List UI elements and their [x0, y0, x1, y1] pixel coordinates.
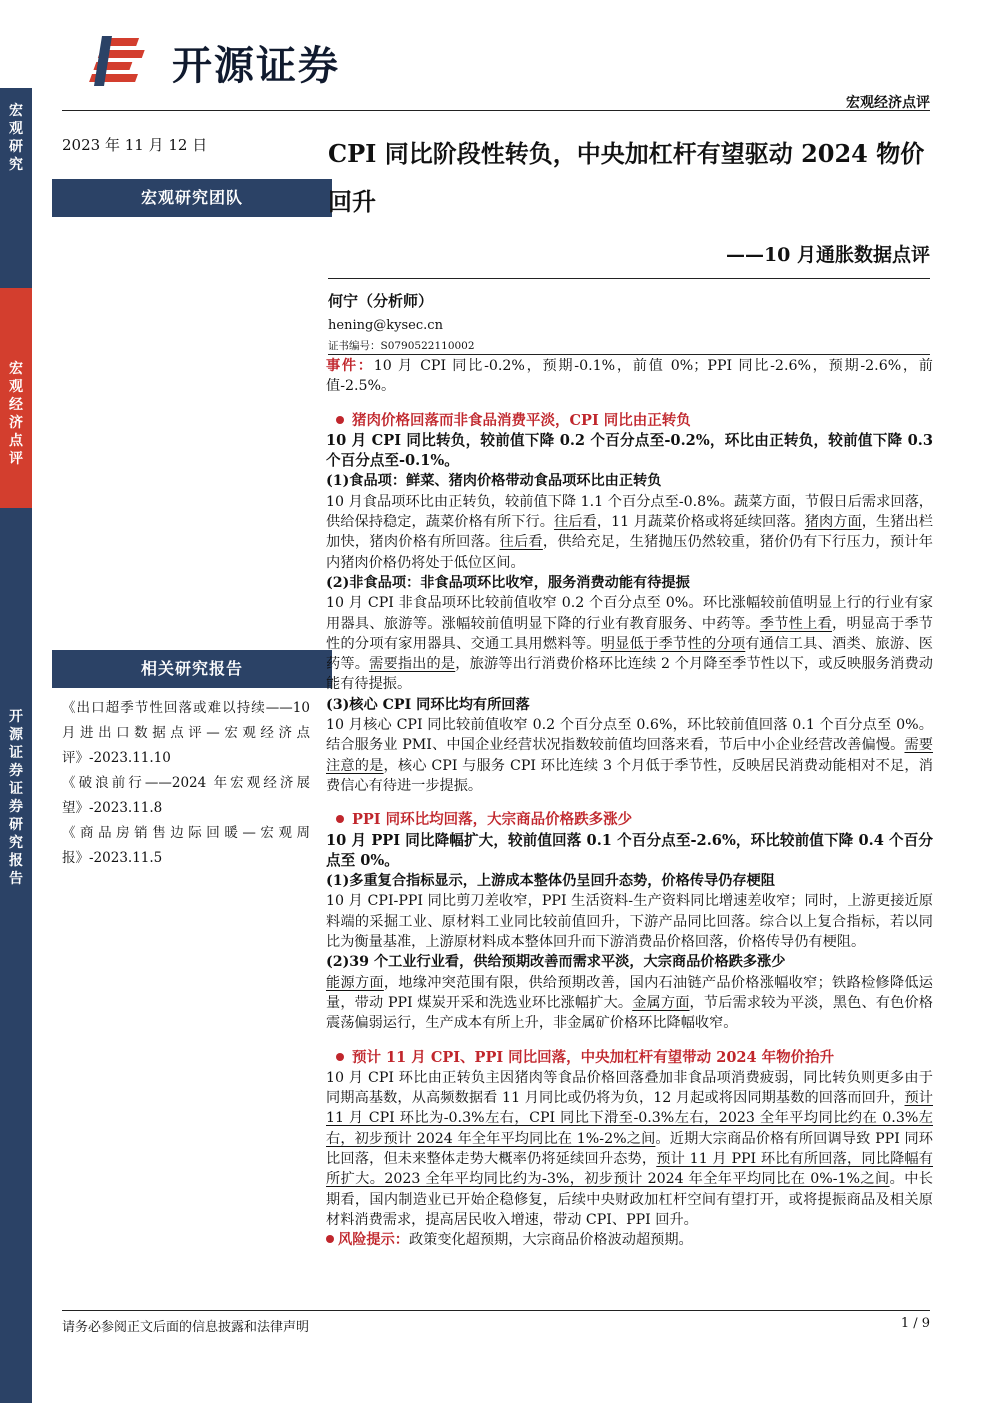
strip-char: 证: [9, 781, 23, 797]
header-divider: [62, 110, 930, 111]
heading-text: 猪肉价格回落而非食品消费平淡，CPI 同比由正转负: [352, 411, 691, 429]
event-text: 10 月 CPI 同比-0.2%，预期-0.1%，前值 0%；PPI 同比-2.6%，预期-2.6%，前值-2.5%。: [326, 358, 933, 395]
strip-char: 研: [9, 817, 23, 833]
strip-char: 观: [9, 379, 23, 395]
strip-char: 证: [9, 745, 23, 761]
section-heading-cpi: [326, 411, 933, 431]
event-paragraph: [326, 356, 933, 397]
strip-char: 券: [9, 799, 23, 815]
risk-text: 政策变化超预期，大宗商品价格波动超预期。: [408, 1232, 693, 1249]
heading-text: 预计 11 月 CPI、PPI 同比回落，中央加杠杆有望带动 2024 年物价抬升: [352, 1048, 835, 1066]
report-subtitle: ——10 月通胀数据点评: [725, 244, 930, 266]
strip-char: 开: [9, 709, 23, 725]
title-divider: [328, 278, 930, 279]
logo-text: 开源证券: [172, 43, 340, 89]
strip-char: 宏: [9, 361, 23, 377]
strip-char: 经: [9, 397, 23, 413]
section-heading-ppi: [326, 810, 933, 830]
section-heading-forecast: [326, 1048, 933, 1068]
risk-paragraph: [326, 1230, 933, 1250]
bullet-icon: [326, 1235, 334, 1243]
strip-char: 点: [9, 433, 23, 449]
strip-char: 研: [9, 139, 23, 155]
side-strip-kysec-report: [0, 508, 32, 1403]
analyst-cert: 证书编号：S0790522110002: [328, 340, 475, 352]
nonfood-subheading: (2)非食品项：非食品项环比收窄，服务消费动能有待提振: [326, 574, 690, 591]
strip-char: 告: [9, 871, 23, 887]
core-cpi-subheading: (3)核心 CPI 同环比均有所回落: [326, 696, 530, 713]
strip-char: 报: [9, 853, 23, 869]
industry-paragraph: 能源方面，地缘冲突范围有限，供给预期改善，国内石油链产品价格涨幅收窄；铁路检修降低运量，带动 PPI 煤炭开采和洗选业环比涨幅扩大。金属方面，节后需求较为平淡，黑色、有色价格震荡偏弱运行，生产成本有所上升，非金属矿价格环比降幅收窄。: [326, 974, 933, 1032]
footer-divider: [62, 1310, 930, 1311]
strip-char: 究: [9, 835, 23, 851]
core-cpi-paragraph: 10 月核心 CPI 同比较前值收窄 0.2 个百分点至 0.6%，环比较前值回落 0.1 个百分点至 0%。结合服务业 PMI、中国企业经营状况指数较前值均回落来看，节后中小企业经营改善偏慢。需要注意的是，核心 CPI 与服务 CPI 环比连续 3 个月低于季节性，反映居民消费动能相对不足，消费信心有待进一步提振。: [326, 717, 933, 794]
report-title: CPI 同比阶段性转负，中央加杠杆有望驱动 2024 物价回升: [328, 139, 925, 216]
bullet-icon: [336, 815, 344, 823]
strip-char: 济: [9, 415, 23, 431]
strip-char: 源: [9, 727, 23, 743]
strip-char: 究: [9, 157, 23, 173]
side-strip-macro-review: [0, 288, 32, 508]
composite-paragraph: 10 月 CPI-PPI 同比剪刀差收窄，PPI 生活资料-生产资料同比增速差收窄；同时，上游更接近原料端的采掘工业、原材料工业同比较前值回升，下游产品同比回落。综合以上复合指标，若以同比为衡量基准，上游原材料成本整体回升而下游消费品价格回落，价格传导仍有梗阻。: [326, 893, 933, 951]
industry-subheading: (2)39 个工业行业看，供给预期改善而需求平淡，大宗商品价格跌多涨少: [326, 954, 786, 971]
food-subheading: (1)食品项：鲜菜、猪肉价格带动食品项环比由正转负: [326, 473, 662, 490]
analyst-name: 何宁（分析师）: [328, 292, 434, 310]
strip-char: 宏: [9, 103, 23, 119]
bullet-icon: [336, 416, 344, 424]
related-reports-banner: 相关研究报告: [52, 650, 332, 688]
composite-subheading: (1)多重复合指标显示，上游成本整体仍呈回升态势，价格传导仍存梗阻: [326, 873, 775, 890]
cpi-lead: 10 月 CPI 同比转负，较前值下降 0.2 个百分点至-0.2%，环比由正转负，较前值下降 0.3 个百分点至-0.1%。: [326, 431, 933, 470]
footer-disclaimer: 请务必参阅正文后面的信息披露和法律声明: [62, 1320, 310, 1335]
risk-label: 风险提示：: [338, 1232, 409, 1249]
nonfood-paragraph: 10 月 CPI 非食品项环比较前值收窄 0.2 个百分点至 0%。环比涨幅较前值明显上行的行业有家用器具、旅游等。涨幅较前值明显下降的行业有教育服务、中药等。季节性上看，明显高于季节性的分项有家用器具、交通工具用燃料等。明显低于季节性的分项有通信工具、酒类、旅游、医药等。需要指出的是，旅游等出行消费价格环比连续 2 个月降至季节性以下，或反映服务消费动能有待提振。: [326, 595, 933, 693]
page-number: 1 / 9: [900, 1316, 930, 1331]
strip-char: 评: [9, 451, 23, 467]
related-report-link[interactable]: 《出口超季节性回落或难以持续——10 月进出口数据点评—宏观经济点评》-2023.11.10: [62, 700, 310, 766]
report-date: 2023 年 11 月 12 日: [62, 136, 208, 154]
research-team-banner: 宏观研究团队: [52, 179, 332, 217]
strip-char: 券: [9, 763, 23, 779]
report-body: [326, 356, 933, 1250]
report-category: 宏观经济点评: [846, 95, 930, 111]
strip-char: 观: [9, 121, 23, 137]
analyst-email[interactable]: hening@kysec.cn: [328, 318, 443, 333]
food-paragraph: 10 月食品项环比由正转负，较前值下降 1.1 个百分点至-0.8%。蔬菜方面，节假日后需求回落，供给保持稳定，蔬菜价格有所下行。往后看，11 月蔬菜价格或将延续回落。猪肉方面，生猪出栏加快，猪肉价格有所回落。往后看，供给充足，生猪抛压仍然较重，猪价仍有下行压力，预计年内猪肉价格仍将处于低位区间。: [326, 493, 933, 571]
forecast-paragraph: 10 月 CPI 环比由正转负主因猪肉等食品价格回落叠加非食品项消费疲弱，同比转负则更多由于同期高基数，从高频数据看 11 月同比或仍将为负，12 月起或将因同期基数的回落而回升，预计 11 月 CPI 环比为-0.3%左右，CPI 同比下滑至-0.3%左右，2023 全年平均同比约在 0.3%左右，初步预计 2024 年全年平均同比在 1%-2%之间。近期大宗商品价格有所回调导致 PPI 同环比回落，但未来整体走势大概率仍将延续回升态势，预计 11 月 PPI 环比有所回落，同比降幅有所扩大。2023 全年平均同比约为-3%，初步预计 2024 年全年平均同比在 0%-1%之间。中长期看，国内制造业已开始企稳修复，后续中央财政加杠杆空间有望打开，或将提振商品及相关原材料消费需求，提高居民收入增速，带动 CPI、PPI 回升。: [326, 1069, 933, 1228]
related-report-link[interactable]: 《破浪前行——2024 年宏观经济展望》-2023.11.8: [62, 775, 310, 816]
event-label: 事件：: [326, 358, 374, 374]
bullet-icon: [336, 1053, 344, 1061]
analyst-divider: [328, 354, 930, 355]
ppi-lead: 10 月 PPI 同比降幅扩大，较前值回落 0.1 个百分点至-2.6%，环比较前值下降 0.4 个百分点至 0%。: [326, 831, 933, 869]
related-reports-list: [62, 696, 310, 871]
side-strip-macro-research: [0, 88, 32, 288]
related-report-link[interactable]: 《商品房销售边际回暖—宏观周报》-2023.11.5: [62, 825, 310, 866]
heading-text: PPI 同环比均回落，大宗商品价格跌多涨少: [352, 811, 633, 829]
